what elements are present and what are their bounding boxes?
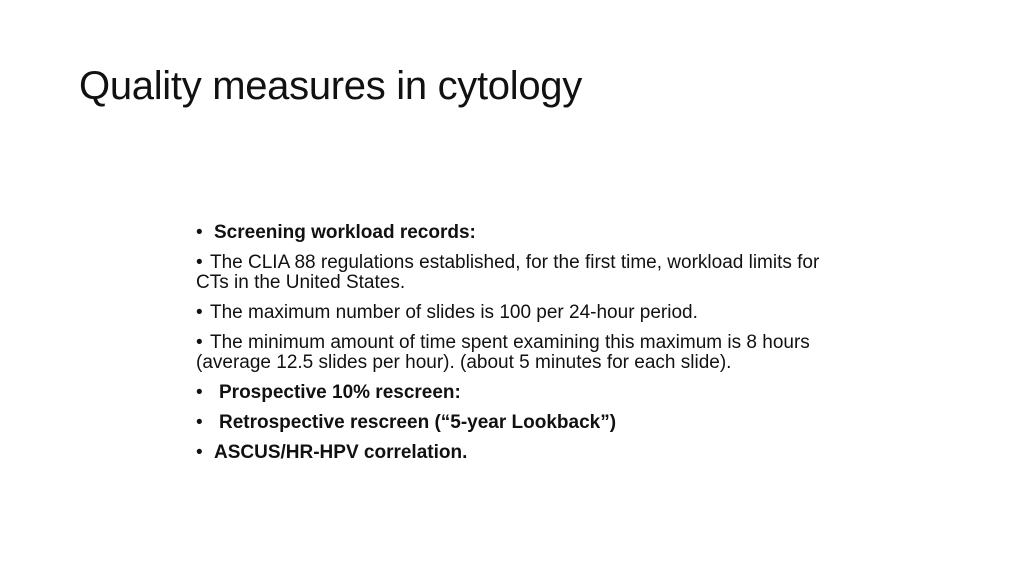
bullet-text: The minimum amount of time spent examining this maximum is 8 hours (average 12.5 slides per hour). (about 5 minutes for each slide). <box>196 332 810 373</box>
bullet-icon: • <box>196 332 203 353</box>
bullet-icon: • <box>196 222 203 243</box>
bullet-text: Retrospective rescreen (“5-year Lookback”) <box>219 412 617 433</box>
bullet-item-screening-workload <box>196 223 846 243</box>
slide-title: Quality measures in cytology <box>79 64 582 108</box>
bullet-item-minimum-time <box>196 333 846 373</box>
bullet-item-retrospective-rescreen <box>196 413 846 433</box>
bullet-item-maximum-slides <box>196 303 846 323</box>
bullet-item-clia-88 <box>196 253 846 293</box>
bullet-item-ascus-correlation <box>196 443 846 463</box>
bullet-item-prospective-rescreen <box>196 383 846 403</box>
bullet-text: The maximum number of slides is 100 per 24-hour period. <box>210 302 698 323</box>
bullet-icon: • <box>196 252 203 273</box>
bullet-icon: • <box>196 302 203 323</box>
bullet-text: The CLIA 88 regulations established, for the first time, workload limits for CTs in the United States. <box>196 252 820 293</box>
bullet-icon: • <box>196 412 203 433</box>
bullet-icon: • <box>196 382 203 403</box>
bullet-icon: • <box>196 442 203 463</box>
bullet-text: ASCUS/HR-HPV correlation. <box>214 442 468 463</box>
bullet-text: Screening workload records: <box>214 222 476 243</box>
bullet-list <box>196 220 846 463</box>
bullet-text: Prospective 10% rescreen: <box>219 382 461 403</box>
